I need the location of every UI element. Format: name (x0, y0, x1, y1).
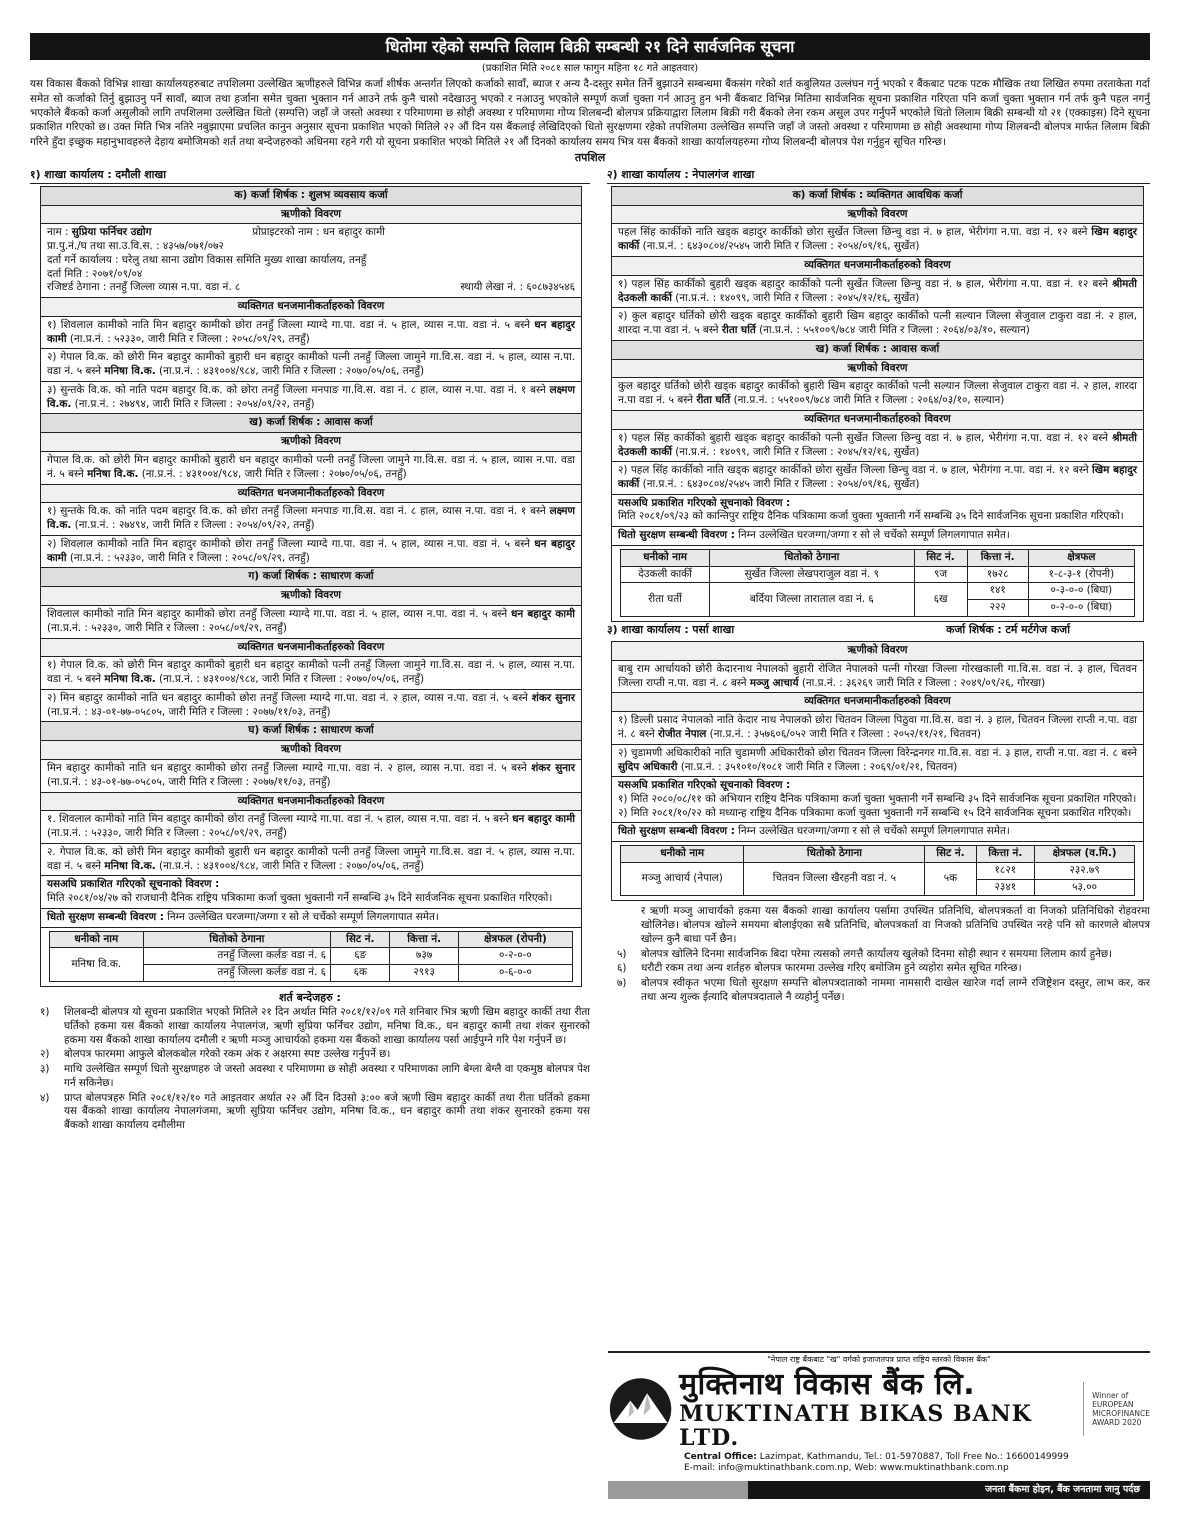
guarantor-entry: २. गेपाल वि.क. को छोरी मिन बहादुर कामीको बुहारी धन बहादुर कामीको पत्नी तनहुँ जिल्ला जामुने गा.वि.स. वडा नं. ५ हाल, व्यास न.पा. वडा नं. ५ बस्ने मनिषा वि.क. (ना.प्र.नं. : ४३१००४/९८४, जारी मिति र जिल्ला : २०७०/०५/०६, तनहुँ) (41, 844, 581, 876)
borrower-entry: बाबु राम आर्चायको छोरी केदारनाथ नेपालको बुहारी रोजित नेपालको पत्नी गोरखा जिल्ला गोरखकाली गा.वि.स. वडा नं. ३ हाल, चितवन जिल्ला राप्ती न.पा. वडा नं. ८ बस्ने मञ्जु आचार्य (ना.प्र.नं. : ३६२६९ जारी मिति र जिल्ला : २०४९/०९/२६, गोरखा) (612, 661, 1143, 693)
schedule-columns (30, 167, 1150, 1437)
award-badge: Winner of EUROPEAN MICROFINANCE AWARD 2020 (1083, 1382, 1150, 1436)
nepalgunj-branch-box (611, 186, 1144, 622)
conditions-right (617, 905, 1150, 1004)
guarantor-entry: १) पहल सिंह कार्कीको बुहारी खड्क बहादुर कार्कीको पत्नी सुर्खेत जिल्ला छिन्चु वडा नं. ७ हाल, भेरीगंगा न.पा. वडा नं. १२ बस्ने श्रीमती देउकली कार्की (ना.प्र.नं. : १४०९९, जारी मिति र जिल्ला : २०४५/१२/१६, सुर्खेत) (612, 430, 1143, 462)
guarantor-entry: २) कुल बहादुर घर्तिको छोरी खड्क बहादुर कार्कीको बुहारी खिम बहादुर कार्कीको पत्नी सल्यान जिल्ला सेजुवाल टाकुरा वडा नं. २ हाल, शारदा न.पा वडा नं. ५ बस्ने रीता घर्ति (ना.प्र.नं. : ५५१००९/७८४ जारी मिति र जिल्ला : २०६४/०३/१०, सल्यान) (612, 308, 1143, 340)
guarantor-entry: १) सुन्तके वि.क. को नाति पदम बहादुर वि.क. को छोरा तनहुँ जिल्ला मनपाङ गा.वि.स. वडा नं. ८ हाल, व्यास न.पा. वडा नं. १ बस्ने लक्ष्मण वि.क. (ना.प्र.नं. : २७४९४, जारी मिति र जिल्ला : २०५४/०९/२२, तनहुँ) (41, 503, 581, 535)
borrower-heading: ऋणीको विवरण (612, 206, 1143, 225)
borrower-heading: ऋणीको विवरण (612, 360, 1143, 379)
previous-notice: यसअघि प्रकाशित गरिएको सूचनाको विवरण : मिति २०८१/०९/२३ को कान्तिपुर राष्ट्रिय दैनिक पत्रिकामा कर्जा चुक्ता भुक्तानी गर्ने सम्बन्धि ३५ दिने सार्वजनिक सूचना प्रकाशित गरिएको। (612, 495, 1143, 527)
collateral-table: धनीको नाम धितोको ठेगाना सिट नं. कित्ता नं. क्षेत्रफल देउकली कार्की सुर्खेत जिल्ला लेखपराजुल वडा नं. ९ ९ज १७२८ १-८-३-१ (रोपनी) रीता घर्ती बर्दिया जिल्ला ताराताल वडा नं. ६ ६ख १४१ ०-३-०-० (बिघा) २२२ ०-२-०-० (बिघा) (620, 549, 1135, 617)
condition-item: ४) प्राप्त बोलपत्रहरु मिति २०८१/१२/१० गते आइतवार अर्थात २२ औं दिन दिउसो ३:०० बजे ऋणी खिम बहादुर कार्की तथा रीता घर्तिको हकमा यस बैंकको शाखा कार्यालय नेपालगंजमा, ऋणी सुप्रिया फर्निचर उद्योग, मनिषा वि.क., धन बहादुर कामी तथा शंकर सुनारको हकमा यस बैंकको शाखा कार्यालय दमौलीमा (40, 1091, 590, 1132)
borrower-heading: ऋणीको विवरण (41, 433, 581, 452)
guarantor-entry: २) पहल सिंह कार्कीको नाति खड्क बहादुर कार्कीको छोरा सुर्खेत जिल्ला छिन्चु वडा नं. ७ हाल, भेरीगंगा न.पा. वडा नं. १२ बस्ने खिम बहादुर कार्की (ना.प्र.नं. : ६४३०८०४/२५४५ जारी मिति र जिल्ला : २०५४/०९/१६, सुर्खेत) (612, 462, 1143, 494)
branch-damauli-heading: १) शाखा कार्यालय : दमौली शाखा (30, 167, 590, 184)
slogan-text: जनता बैंकमा होइन, बैंक जनतामा जानु पर्दछ (748, 1481, 1150, 1499)
borrower-entry: मिन बहादुर कामीको नाति धन बहादुर कामीको छोरा तनहुँ जिल्ला म्याग्दे गा.पा. वडा नं. २ हाल, व्यास न.पा. वडा नं. ५ बस्ने शंकर सुनार (ना.प्र.नं. : ४३-०१-७७-०५८०५, जारी मिति र जिल्ला : २०७७/११/०३, तनहुँ) (41, 760, 581, 792)
guarantor-entry: २) शिवलाल कामीको नाति मिन बहादुर कामीको छोरा तनहुँ जिल्ला म्याग्दे गा.पा. वडा नं. ५ हाल, व्यास न.पा. वडा नं. ५ बस्ने धन बहादुर कामी (ना.प्र.नं. : ५२३३०, जारी मिति र जिल्ला : २०५८/०९/२९, तनहुँ) (41, 536, 581, 568)
guarantor-entry: १) डिल्ली प्रसाद नेपालको नाति केदार नाथ नेपालको छोरा चितवन जिल्ला पिठुवा गा.वि.स. वडा नं. ३ हाल, चितवन जिल्ला राप्ती न.पा. वडा नं. ८ बस्ने रोजीत नेपाल (ना.प्र.नं. : ३५७६०६/०५२ जारी मिति र जिल्ला : २०५२/११/२१, चितवन) (612, 712, 1143, 744)
parsa-branch-box (611, 641, 1144, 901)
loan-heading-ka: क) कर्जा शिर्षक : शुलभ व्यवसाय कर्जा (41, 187, 581, 206)
loan-heading-ka: क) कर्जा शिर्षक : व्यक्तिगत आवधिक कर्जा (612, 187, 1143, 206)
condition-item: ३) माथि उल्लेखित सम्पूर्ण धितो सुरक्षणहरु जे जस्तो अवस्था र परिमाणमा छ सोही अवस्था र परिमाणका लागि बेग्ला बेग्लै वा एकमुष्ठ बोलपत्र पेश गर्न सकिनेछ। (40, 1063, 590, 1089)
table-row: तनहुँ जिल्ला कर्लङ वडा नं. ६ ६क २९१३ ०-६-०-० (50, 965, 573, 982)
collateral-note: धितो सुरक्षण सम्बन्धी विवरण : निम्न उल्लेखित घरजग्गा/जग्गा र सो ले चर्चेको सम्पूर्ण लिगलगापात समेत। (612, 823, 1143, 842)
loan-heading-kha: ख) कर्जा शिर्षक : आवास कर्जा (612, 341, 1143, 360)
guarantor-heading: व्यक्तिगत धनजमानीकर्ताहरुको विवरण (41, 298, 581, 317)
guarantor-entry: ३) सुन्तके वि.क. को नाति पदम बहादुर वि.क. को छोरा तनहुँ जिल्ला मनपाङ गा.वि.स. वडा नं. ८ हाल, व्यास न.पा. वडा नं. १ बस्ने लक्ष्मण वि.क. (ना.प्र.नं. : २७४९४, जारी मिति र जिल्ला : २०५४/०९/२२, तनहुँ) (41, 382, 581, 414)
guarantor-entry: १) शिवलाल कामीको नाति मिन बहादुर कामीको छोरा तनहुँ जिल्ला म्याग्दे गा.पा. वडा नं. ५ हाल, व्यास न.पा. वडा नं. ५ बस्ने धन बहादुर कामी (ना.प्र.नं. : ५२३३०, जारी मिति र जिल्ला : २०५८/०९/२९, तनहुँ) (41, 317, 581, 349)
guarantor-heading: व्यक्तिगत धनजमानीकर्ताहरुको विवरण (612, 411, 1143, 430)
branch-parsa-heading: ३) शाखा कार्यालय : पर्सा शाखा कर्जा शिर्षक : टर्म मर्टगेज कर्जा (607, 622, 1070, 636)
guarantor-entry: २) मिन बहादुर कामीको नाति धन बहादुर कामीको छोरा तनहुँ जिल्ला म्याग्दे गा.पा. वडा नं. २ हाल, व्यास न.पा. वडा नं. ५ बस्ने शंकर सुनार (ना.प्र.नं. : ४३-०१-७७-०५८०५, जारी मिति र जिल्ला : २०७७/११/०३, तनहुँ) (41, 690, 581, 722)
guarantor-entry: १) गेपाल वि.क. को छोरी मिन बहादुर कामीको बुहारी धन बहादुर कामीको पत्नी तनहुँ जिल्ला जामुने गा.वि.स. वडा नं. ५ हाल, व्यास न.पा. वडा नं. ५ बस्ने मनिषा वि.क. (ना.प्र.नं. : ४३१००४/९८४, जारी मिति र जिल्ला : २०७०/०५/०६, तनहुँ) (41, 657, 581, 689)
bank-footer (608, 1351, 1150, 1499)
table-row: देउकली कार्की सुर्खेत जिल्ला लेखपराजुल वडा नं. ९ ९ज १७२८ १-८-३-१ (रोपनी) (621, 566, 1135, 583)
borrower-entry: कुल बहादुर घर्तिको छोरी खड्क बहादुर कार्कीको बुहारी खिम बहादुर कार्कीको पत्नी सल्यान जिल्ला सेजुवाल टाकुरा वडा नं. २ हाल, शारदा न.पा वडा नं. ५ बस्ने रीता घर्ति (ना.प्र.नं. : ५५१००९/७८४ जारी मिति र जिल्ला : २०६४/०३/१०, सल्यान) (612, 378, 1143, 410)
guarantor-heading: व्यक्तिगत धनजमानीकर्ताहरुको विवरण (612, 257, 1143, 276)
condition-item: ५) बोलपत्र खोलिने दिनमा सार्वजनिक बिदा परेमा त्यसको लगत्तै कार्यालय खुलेको दिनमा सोही स्थान र समयमा लिलाम कार्य हुनेछ। (617, 947, 1113, 960)
loan-heading-kha: ख) कर्जा शिर्षक : आवास कर्जा (41, 414, 581, 433)
license-note: "नेपाल राष्ट्र बैंकबाट "ख" वर्गको इजाजतपत्र प्राप्त राष्ट्रिय स्तरको विकास बैंक" (767, 1355, 991, 1364)
collateral-note: धितो सुरक्षण सम्बन्धी विवरण : निम्न उल्लेखित घरजग्गा/जग्गा र सो ले चर्चेको सम्पूर्ण लिगलगापात समेत। (41, 909, 581, 928)
previous-notice: यसअघि प्रकाशित गरिएको सूचनाको विवरण : १) मिति २०८०/०८/११ को अभियान राष्ट्रिय दैनिक पत्रिकामा कर्जा चुक्ता भुक्तानी गर्ने सम्बन्धि ३५ दिने सार्वजनिक सूचना प्रकाशित गरिएको। २) मिति २०८१/१०/२२ को मध्यान्ह राष्ट्रिय दैनिक पत्रिकामा कर्जा चुक्ता भुक्तानी गर्ने सम्बन्धि १५ दिने सार्वजनिक सूचना प्रकाशित गरिएको। (612, 777, 1143, 823)
bank-name-nepali: मुक्तिनाथ विकास बैंक लि. (679, 1366, 976, 1402)
borrower-heading: ऋणीको विवरण (41, 741, 581, 760)
borrower-heading: ऋणीको विवरण (41, 587, 581, 606)
branch-nepalgunj-heading: २) शाखा कार्यालय : नेपालगंज शाखा (607, 167, 1150, 184)
contact-info: Central Office: Lazimpat, Kathmandu, Tel.: 01-5970887, Toll Free No.: 16600149999 E-mail: info@muktinathbank.com.np, Web: www.muktinathbank.com.np (684, 1451, 1069, 1474)
condition-continuation: र ऋणी मञ्जु आचार्यको हकमा यस बैंकको शाखा कार्यालय पर्सामा उपस्थित प्रतिनिधि, बोलपत्रकर्ता वा निजको प्रतिनिधिको रोहवरमा खोलिनेछ। बोलपत्र खोल्ने समयमा बोलाईएका सबै प्रतिनिधि, बोलपत्रकर्ता वा निजको प्रतिनिधि उपस्थित नरहे पनि सो कारणले बोलपत्र खोल्न कुनै बाधा पर्ने छैन। (641, 905, 1150, 945)
condition-item: ६) धरौटी रकम तथा अन्य शर्तहरु बोलपत्र फारममा उल्लेख गरिए बमोजिम हुने व्यहोरा समेत सूचित गरिन्छ। (617, 962, 1022, 975)
guarantor-entry: २) चुडामणी अधिकारीको नाति चुडामणी अधिकारीको छोरा चितवन जिल्ला विरेन्द्रनगर गा.वि.स. वडा नं. ३ हाल, राप्ती न.पा. वडा नं. ८ बस्ने सुदिप अधिकारी (ना.प्र.नं. : ३५१०१०/१०८१ जारी मिति र जिल्ला : २०६९/०१/२१, चितवन) (612, 745, 1143, 777)
collateral-table: धनीको नाम धितोको ठेगाना सिट नं. कित्ता नं. क्षेत्रफल (रोपनी) मनिषा वि.क. तनहुँ जिल्ला कर्लङ वडा नं. ६ ६ङ ७३७ ०-२-०-० तनहुँ जिल्ला कर्लङ वडा नं. ६ ६क २९१३ ०-६-०-० (49, 931, 573, 982)
collateral-note: धितो सुरक्षण सम्बन्धी विवरण : निम्न उल्लेखित घरजग्गा/जग्गा र सो ले चर्चेको सम्पूर्ण लिगलगापात समेत। (612, 527, 1143, 546)
guarantor-heading: व्यक्तिगत धनजमानीकर्ताहरुको विवरण (41, 793, 581, 812)
guarantor-entry: १) पहल सिंह कार्कीको बुहारी खड्क बहादुर कार्कीको पत्नी सुर्खेत जिल्ला छिन्चु वडा नं. ७ हाल, भेरीगंगा न.पा. वडा नं. १२ बस्ने श्रीमती देउकली कार्की (ना.प्र.नं. : १४०९९, जारी मिति र जिल्ला : २०४५/१२/१६, सुर्खेत) (612, 276, 1143, 308)
bank-name-english: MUKTINATH BIKAS BANK LTD. (679, 1400, 1032, 1451)
table-row: २२२ ०-२-०-० (बिघा) (621, 600, 1135, 617)
borrower-entry: गेपाल वि.क. को छोरी मिन बहादुर कामीको बुहारी धन बहादुर कामीको पत्नी तनहुँ जिल्ला जामुने गा.वि.स. वडा नं. ५ हाल, व्यास न.पा. वडा नं. ५ बस्ने मनिषा वि.क. (ना.प्र.नं. : ४३१००४/९८४, जारी मिति र जिल्ला : २०७०/०५/०६, तनहुँ) (41, 452, 581, 484)
table-row: २३४१ ५३.०० (621, 879, 1135, 896)
mountain-logo-icon (608, 1374, 673, 1444)
slogan-bar (608, 1481, 1150, 1499)
table-row: मनिषा वि.क. तनहुँ जिल्ला कर्लङ वडा नं. ६ ६ङ ७३७ ०-२-०-० (50, 948, 573, 965)
notice-page (30, 33, 1150, 1503)
borrower-details: नाम : सुप्रिया फर्निचर उद्योग प्रोप्राइटरको नाम : धन बहादुर कामी प्रा.पु.नं./घ तथा सा.उ.वि.स. : ४३५७/०७१/०७२ दर्ता गर्ने कार्यालय : घरेलु तथा साना उद्योग विकास समिति मुख्य शाखा कार्यालय, तनहुँ दर्ता मिति : २०७१/०९/०४ रजिष्टर्ड ठेगाना : तनहुँ जिल्ला व्यास न.पा. वडा नं. ८ स्थायी लेखा नं. : ६०८७३४५४६ (41, 224, 581, 298)
conditions-title: शर्त बन्देजहरु : (279, 990, 341, 1004)
damauli-branch-box (40, 186, 582, 987)
bank-logo-row (608, 1368, 1150, 1450)
loan-heading-gha: घ) कर्जा शिर्षक : साधारण कर्जा (41, 722, 581, 741)
guarantor-entry: २) गेपाल वि.क. को छोरी मिन बहादुर कामीको बुहारी धन बहादुर कामीको पत्नी तनहुँ जिल्ला जामुने गा.वि.स. वडा नं. ५ हाल, व्यास न.पा. वडा नं. ५ बस्ने मनिषा वि.क. (ना.प्र.नं. : ४३१००४/९८४, जारी मिति र जिल्ला : २०७०/०५/०६, तनहुँ) (41, 349, 581, 381)
borrower-entry: पहल सिंह कार्कीको नाति खड्क बहादुर कार्कीको छोरा सुर्खेत जिल्ला छिन्चु वडा नं. ७ हाल, भेरीगंगा न.पा. वडा नं. १२ बस्ने खिम बहादुर कार्की (ना.प्र.नं. : ६४३०८०४/२५४५ जारी मिति र जिल्ला : २०५४/०९/१६, सुर्खेत) (612, 224, 1143, 256)
condition-item: ७) बोलपत्र स्वीकृत भएमा धितो सुरक्षण सम्पत्ति बोलपत्रदाताको नाममा नामसारी दाखेल खारेज गर्दा लाग्ने रजिष्ट्रेशन दस्तुर, लाभ कर, कर तथा अन्य शुल्क ईत्यादि बोलपत्रदाताले नै व्यहोर्नु पर्नेछ। (617, 977, 1150, 1003)
publish-date: (प्रकाशित मिति २०८१ साल फागुन महिना १८ गते आइतवार) (481, 63, 699, 74)
left-column (30, 167, 590, 1133)
condition-item: १) शिलबन्दी बोलपत्र यो सूचना प्रकाशित भएको मितिले २१ दिन अर्थात मिति २०८१/१२/०९ गते शनिबार भित्र ऋणी खिम बहादुर कार्की तथा रीता घर्तिको हकमा यस बैंकको शाखा कार्यालय नेपालगंज, ऋणी सुप्रिया फर्निचर उद्योग, मनिषा वि.क., धन बहादुर कामी तथा शंकर सुनारको हकमा यस बैंकको शाखा कार्यालय दमौली र ऋणी मञ्जु आचार्यको हकमा यस बैंकको शाखा कार्यालय पर्सा आईपुग्ने गरि पेश गर्नुपर्ने छ। (40, 1006, 590, 1046)
borrower-heading: ऋणीको विवरण (612, 642, 1143, 661)
previous-notice: यसअघि प्रकाशित गरिएको सूचनाको विवरण : मिति २०८१/०४/२७ को राजधानी दैनिक राष्ट्रिय पत्रिकामा कर्जा चुक्ता भुक्तानी गर्ने सम्बन्धि ३५ दिने सार्वजनिक सूचना प्रकाशित गरिएको। (41, 876, 581, 908)
schedule-heading: तपशिल (574, 150, 606, 164)
guarantor-heading: व्यक्तिगत धनजमानीकर्ताहरुको विवरण (41, 639, 581, 658)
loan-heading-ga: ग) कर्जा शिर्षक : साधारण कर्जा (41, 568, 581, 587)
collateral-table: धनीको नाम धितोको ठेगाना सिट नं. कित्ता नं. क्षेत्रफल (व.मि.) मञ्जु आचार्य (नेपाल) चितवन जिल्ला खैरहनी वडा नं. ५ ५क १८२१ २३२.७९ २३४१ ५३.०० (620, 845, 1135, 896)
table-row: रीता घर्ती बर्दिया जिल्ला ताराताल वडा नं. ६ ६ख १४१ ०-३-०-० (बिघा) (621, 583, 1135, 600)
table-row: मञ्जु आचार्य (नेपाल) चितवन जिल्ला खैरहनी वडा नं. ५ ५क १८२१ २३२.७९ (621, 862, 1135, 879)
borrower-heading: ऋणीको विवरण (41, 206, 581, 225)
condition-item: २) बोलपत्र फारममा आफुले बोलकबोल गरेको रकम अंक र अक्षरमा स्पष्ट उल्लेख गर्नुपर्ने छ। (40, 1048, 391, 1061)
right-column (607, 167, 1150, 1005)
guarantor-heading: व्यक्तिगत धनजमानीकर्ताहरुको विवरण (612, 693, 1143, 712)
intro-paragraph: यस विकास बैंकको विभिन्न शाखा कार्यालयहरुबाट तपशिलमा उल्लेखित ऋणीहरुले विभिन्न कर्जा शीर्षक अन्तर्गत लिएको कर्जाको सावाँ, ब्याज र अन्य दै-दस्तुर समेत तिर्ने बुझाउने सम्बन्धमा बैंकसंग गरेको शर्त कबुलियत उल्लंघन गर्नु भएको र बैंकबाट पटक पटक मौखिक तथा लिखित रुपमा तरताकेता गर्दा समेत सो कर्जाको तिर्नु बुझाउनु पर्ने सावाँ, ब्याज तथा हर्जाना समेत चुक्ता भुक्तान गर्न आउने तर्फ कुनै चासो नदेखाउनु भएको र नआउनु भएकोले सम्पूर्ण कर्जा चुक्ता गर्न आउनु हुन भनी बैंकबाट विभिन्न मितिमा सार्वजनिक सूचना प्रकाशित गरिएता पनि कर्जा चुक्ता भुक्तान गर्न तर्फ कुनै पहल नगर्नु भएकोले बैंकको कर्जा असुलीको लागि तपशिलमा उल्लेखित धितो (सम्पत्ति) जहाँ जे जस्तो अवस्था र परिमाणमा छ सोही अवस्था र परिमाणमा गोप्य शिलबन्दी बोलपत्र प्रक्रियाद्वारा लिलाम बिक्री गरी बैंकको लेना रकम असुल उपर गर्नुपर्ने भएकोले धितो लिलाम बिक्री सम्बन्धी यो २१ (एक्काइस) दिने सूचना प्रकाशित गरिएको छ। उक्त मिति भित्र नतिरे नबुझाएमा प्रचलित कानुन अनुसार सूचना प्रकाशित भएको मितिले २२ औं दिन यस बैंकलाई लेखिदिएको धितो सुरक्षणमा रहेको तपशिलमा उल्लेखित सम्पत्ति जहाँ जे जस्तो अवस्था र परिमाणमा छ सोही अवस्थामा गोप्य शिलबन्दी बोलपत्र मार्फत लिलाम बिक्री गरिने हुँदा इच्छुक महानुभावहरुले देहाय बमोजिमको शर्त तथा बन्देजहरुको अधिनमा रहने गरी यो सूचना प्रकाशित भएको मितिले २१ औं दिनको कार्यालय समय भित्र यस बैंकको शाखा कार्यालयहरुमा गोप्य शिलबन्दी बोलपत्र पेश गर्नुहुन सूचित गरिन्छ। (30, 78, 1150, 148)
guarantor-heading: व्यक्तिगत धनजमानीकर्ताहरुको विवरण (41, 485, 581, 504)
borrower-entry: शिवलाल कामीको नाति मिन बहादुर कामीको छोरा तनहुँ जिल्ला म्याग्दे गा.पा. वडा नं. ५ हाल, व्यास न.पा. वडा नं. ५ बस्ने धन बहादुर कामी (ना.प्र.नं. : ५२३३०, जारी मिति र जिल्ला : २०५८/०९/२९, तनहुँ) (41, 606, 581, 638)
conditions-left (40, 1006, 590, 1133)
guarantor-entry: १. शिवलाल कामीको नाति मिन बहादुर कामीको छोरा तनहुँ जिल्ला म्याग्दे गा.पा. वडा नं. ५ हाल, व्यास न.पा. वडा नं. ५ बस्ने धन बहादुर कामी (ना.प्र.नं. : ५२३३०, जारी मिति र जिल्ला : २०५८/०९/२९, तनहुँ) (41, 811, 581, 843)
notice-title: धितोमा रहेको सम्पत्ति लिलाम बिक्री सम्बन्धी २१ दिने सार्वजनिक सूचना (30, 33, 1150, 60)
